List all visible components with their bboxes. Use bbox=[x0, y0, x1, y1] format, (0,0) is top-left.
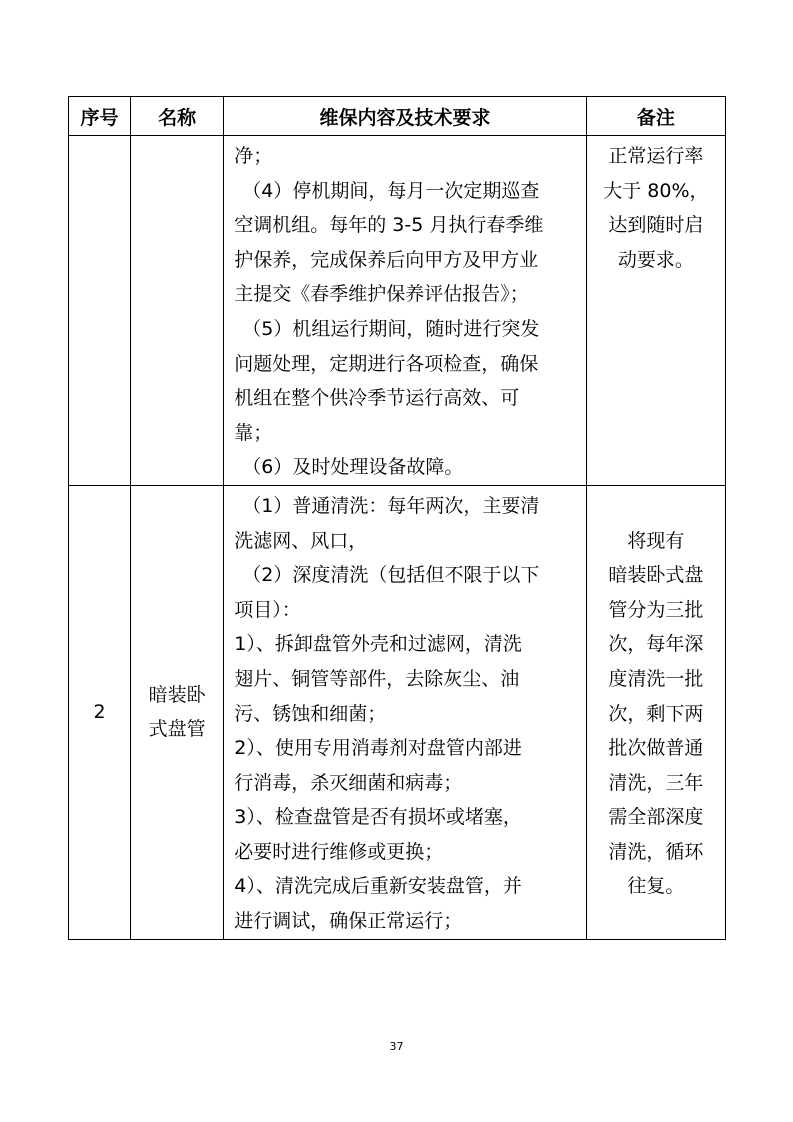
header-content: 维保内容及技术要求 bbox=[224, 97, 587, 136]
remark-line: 清洗，三年 bbox=[608, 771, 704, 794]
remark-line: 将现有 bbox=[627, 529, 685, 552]
row1-no bbox=[69, 136, 131, 486]
content-line: 项目）： bbox=[234, 598, 301, 621]
content-line: 机组在整个供冷季节运行高效、可 bbox=[234, 387, 520, 410]
header-remark: 备注 bbox=[586, 97, 725, 136]
remark-line: 达到随时启 bbox=[608, 214, 704, 237]
maintenance-table bbox=[68, 96, 726, 940]
remark-line: 次，每年深 bbox=[608, 633, 704, 656]
page-number: 37 bbox=[389, 1040, 404, 1053]
content-line: 翅片、铜管等部件，去除灰尘、油 bbox=[234, 667, 520, 690]
content-line: （4）停机期间，每月一次定期巡查 bbox=[242, 179, 540, 202]
remark-line: 清洗，循环 bbox=[608, 840, 704, 863]
content-line: 必要时进行维修或更换； bbox=[234, 840, 444, 863]
remark-line: 正常运行率 bbox=[608, 145, 704, 167]
content-line: （2）深度清洗（包括但不限于以下 bbox=[242, 564, 540, 587]
content-line: 靠； bbox=[234, 421, 273, 444]
content-line: 污、锈蚀和细菌； bbox=[234, 702, 387, 725]
name-line: 暗装卧 bbox=[148, 683, 206, 706]
content-line: 行消毒，杀灭细菌和病毒； bbox=[234, 771, 463, 794]
content-line: 护保养，完成保养后向甲方及甲方业 bbox=[234, 248, 539, 271]
remark-line: 暗装卧式盘 bbox=[608, 564, 704, 587]
content-line: 问题处理，定期进行各项检查，确保 bbox=[234, 352, 539, 375]
content-line: 主提交《春季维护保养评估报告》； bbox=[234, 283, 529, 306]
remark-line: 动要求。 bbox=[617, 248, 694, 271]
content-line: 洗滤网、风口， bbox=[234, 529, 368, 552]
remark-line: 度清洗一批 bbox=[608, 667, 704, 690]
content-line: 4）、清洗完成后重新安装盘管，并 bbox=[234, 875, 522, 898]
name-line: 式盘管 bbox=[148, 718, 206, 741]
row2-no: 2 bbox=[69, 485, 131, 939]
row1-remark-cell bbox=[586, 136, 725, 486]
remark-line: 次，剩下两 bbox=[608, 702, 704, 725]
content-line: 1）、拆卸盘管外壳和过滤网，清洗 bbox=[234, 633, 522, 656]
content-line: 2）、使用专用消毒剂对盘管内部进 bbox=[234, 737, 522, 760]
content-line: 3）、检查盘管是否有损坏或堵塞， bbox=[234, 806, 522, 829]
table-header-row bbox=[69, 97, 726, 136]
row1-name bbox=[131, 136, 224, 486]
row2-content-cell bbox=[224, 485, 587, 939]
row2-remark-cell bbox=[586, 485, 725, 939]
content-line: （1）普通清洗：每年两次，主要清 bbox=[242, 494, 540, 517]
remark-line: 管分为三批 bbox=[608, 598, 704, 621]
remark-line: 需全部深度 bbox=[608, 806, 704, 829]
content-line: 进行调试，确保正常运行； bbox=[234, 910, 463, 933]
table-row bbox=[69, 485, 726, 939]
header-no: 序号 bbox=[69, 97, 131, 136]
content-line: 净； bbox=[234, 145, 273, 167]
content-line: 空调机组。每年的 3-5 月执行春季维 bbox=[234, 214, 544, 237]
remark-line: 往复。 bbox=[627, 875, 685, 898]
content-line: （6）及时处理设备故障。 bbox=[242, 456, 464, 479]
table-row bbox=[69, 136, 726, 486]
row2-name bbox=[131, 485, 224, 939]
remark-line: 批次做普通 bbox=[608, 737, 704, 760]
content-line: （5）机组运行期间，随时进行突发 bbox=[242, 317, 540, 340]
remark-line: 大于 80%， bbox=[603, 179, 709, 202]
row1-content-cell bbox=[224, 136, 587, 486]
header-name: 名称 bbox=[131, 97, 224, 136]
